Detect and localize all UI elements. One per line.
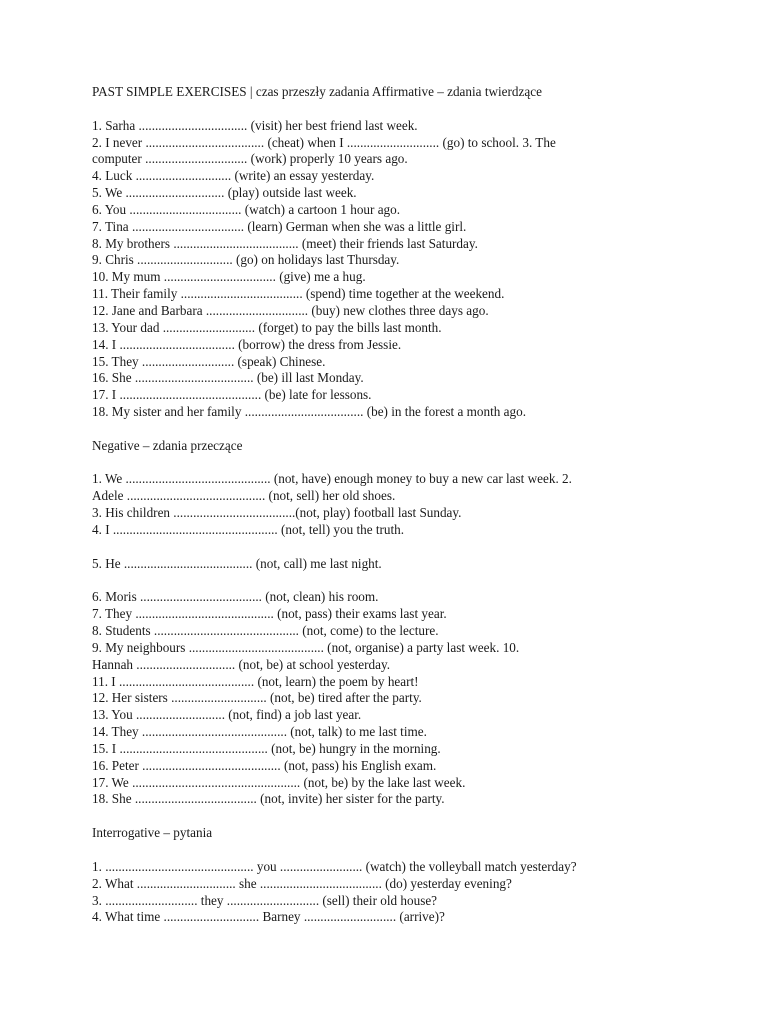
exercise-line: 5. He ....................................... (not, call) me last night. [92,555,382,571]
negative-exercise-list-5 [92,556,708,573]
exercise-line: 9. My neighbours ......................................... (not, organise) a party last week. 10. [92,639,520,655]
exercise-line: 4. Luck ............................. (write) an essay yesterday. [92,168,375,184]
exercise-line: 11. I ......................................... (not, learn) the poem by heart! [92,673,419,689]
interrogative-exercise-list [92,859,708,926]
exercise-line: 7. They .......................................... (not, pass) their exams last year. [92,606,447,622]
exercise-line: 4. What time ............................. Barney ............................ (arrive)? [92,909,445,925]
exercise-line: 13. Your dad ............................ (forget) to pay the bills last month. [92,319,442,335]
exercise-line: 8. Students ............................................ (not, come) to the lecture. [92,623,439,638]
exercise-line: 5. We .............................. (play) outside last week. [92,185,357,201]
exercise-line: 11. Their family ..................................... (spend) time together at the weekend. [92,286,505,302]
exercise-line: 13. You ........................... (not, find) a job last year. [92,707,362,723]
page-title: PAST SIMPLE EXERCISES | czas przeszły zadania Affirmative – zdania twierdzące [92,84,542,99]
exercise-line: 4. I .................................................. (not, tell) you the truth. [92,521,405,537]
exercise-line: 12. Her sisters ............................. (not, be) tired after the party. [92,690,422,706]
exercise-line: 16. Peter .......................................... (not, pass) his English exam. [92,757,437,773]
exercise-line: 6. You .................................. (watch) a cartoon 1 hour ago. [92,201,401,217]
exercise-line: 17. We ................................................... (not, be) by the lake last week. [92,774,466,790]
exercise-line: 14. They ............................................ (not, talk) to me last time. [92,724,427,740]
exercise-line: 1. ............................................. you ......................... (watch) the volleyball match yesterday? [92,858,577,874]
exercise-line: 1. We ............................................ (not, have) enough money to buy a new car last week. 2. [92,471,572,487]
negative-heading: Negative – zdania przeczące [92,437,243,453]
exercise-line: 2. I never .................................... (cheat) when I ............................ (go) to school. 3. The [92,134,556,150]
exercise-line: 15. I ............................................. (not, be) hungry in the morning. [92,740,441,756]
affirmative-exercise-list [92,118,708,421]
interrogative-heading: Interrogative – pytania [92,825,213,841]
exercise-line: 2. What .............................. she ..................................... (do) yesterday evening? [92,875,512,891]
exercise-line: 1. Sarha ................................. (visit) her best friend last week. [92,117,418,133]
exercise-line: 18. She ..................................... (not, invite) her sister for the party. [92,791,445,807]
negative-exercise-list-1-4 [92,471,708,538]
exercise-line: 16. She .................................... (be) ill last Monday. [92,370,364,386]
exercise-line: 8. My brothers ...................................... (meet) their friends last Saturday. [92,235,478,251]
exercise-line: 3. His children .....................................(not, play) football last Sunday. [92,505,462,521]
exercise-line: 15. They ............................ (speak) Chinese. [92,353,326,369]
exercise-line: 3. ............................ they ............................ (sell) their old house? [92,892,438,908]
exercise-line: 10. My mum .................................. (give) me a hug. [92,269,366,285]
negative-exercise-list-6-18 [92,589,708,808]
exercise-line: 7. Tina .................................. (learn) German when she was a little girl. [92,218,467,234]
exercise-line: computer ............................... (work) properly 10 years ago. [92,151,408,167]
exercise-line: Adele .......................................... (not, sell) her old shoes. [92,488,396,504]
exercise-line: 14. I ................................... (borrow) the dress from Jessie. [92,336,402,352]
exercise-line: 6. Moris ..................................... (not, clean) his room. [92,589,379,605]
exercise-line: Hannah .............................. (not, be) at school yesterday. [92,656,390,672]
exercise-line: 17. I ........................................... (be) late for lessons. [92,387,372,403]
exercise-line: 9. Chris ............................. (go) on holidays last Thursday. [92,252,400,268]
exercise-line: 12. Jane and Barbara ............................... (buy) new clothes three days ago. [92,302,489,318]
exercise-line: 18. My sister and her family .................................... (be) in the forest a month ago. [92,404,527,420]
